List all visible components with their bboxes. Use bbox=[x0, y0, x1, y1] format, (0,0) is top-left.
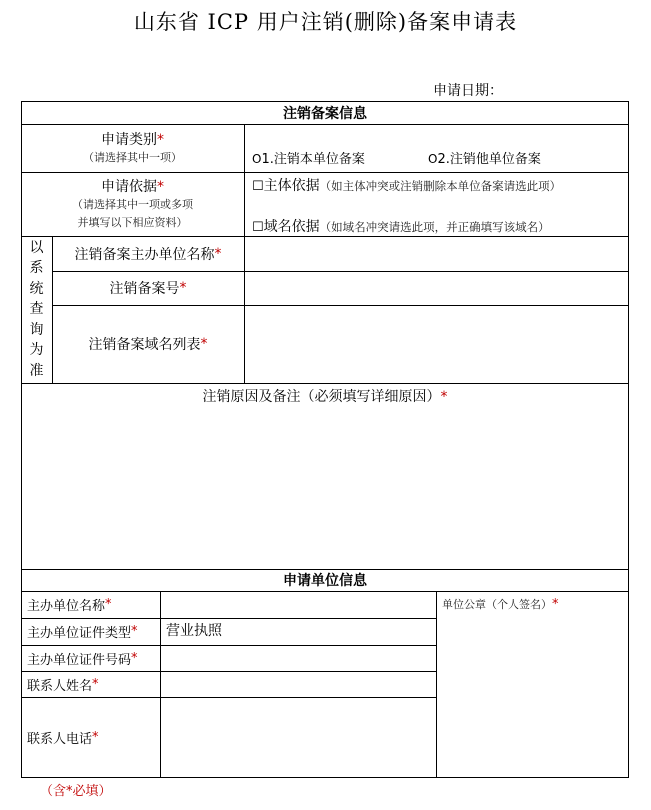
contact-name-label-cell bbox=[21, 671, 160, 697]
cancel-domain-list-label: 注销备案域名列表 bbox=[88, 337, 201, 353]
contact-phone-label: 联系人电话 bbox=[27, 732, 93, 747]
required-mark: * bbox=[179, 280, 187, 296]
required-mark: * bbox=[92, 676, 99, 692]
basis-option-subject-label: 主体依据 bbox=[263, 178, 320, 194]
required-mark: * bbox=[552, 597, 559, 612]
cancel-reason-label: 注销原因及备注（必须填写详细原因） bbox=[202, 389, 441, 405]
basis-option-domain[interactable] bbox=[252, 216, 550, 236]
applicant-org-name-label-cell bbox=[21, 591, 160, 618]
required-mark: * bbox=[200, 336, 208, 352]
application-type-hint: （请选择其中一项） bbox=[83, 151, 182, 164]
required-fields-note: （含*必填） bbox=[40, 784, 112, 799]
cancel-record-no-field[interactable] bbox=[245, 272, 628, 304]
checkbox-icon[interactable]: ☐ bbox=[252, 179, 264, 194]
application-basis-hint-line1: （请选择其中一项或多项 bbox=[72, 198, 193, 211]
basis-option-subject[interactable] bbox=[252, 175, 561, 195]
cert-no-label: 主办单位证件号码 bbox=[27, 652, 132, 668]
required-mark: * bbox=[440, 389, 448, 405]
system-query-note: 以 系 统 查 询 为 准 bbox=[29, 239, 44, 379]
seal-signature-label: 单位公章（个人签名） bbox=[442, 598, 552, 611]
application-basis-hint-line2: 并填写以下相应资料） bbox=[77, 216, 188, 229]
applicant-org-name-field[interactable] bbox=[161, 592, 435, 617]
checkbox-icon[interactable]: ☐ bbox=[252, 220, 264, 235]
application-date-label: 申请日期： bbox=[433, 83, 503, 99]
contact-phone-field[interactable] bbox=[161, 698, 435, 777]
type-option-cancel-other[interactable] bbox=[428, 148, 541, 167]
required-mark: * bbox=[157, 132, 164, 148]
contact-name-field[interactable] bbox=[161, 672, 435, 696]
cancel-info-section-title: 注销备案信息 bbox=[283, 105, 367, 122]
basis-option-subject-hint: （如主体冲突或注销删除本单位备案请选此项） bbox=[319, 179, 562, 193]
cancel-domain-list-label-cell bbox=[52, 305, 244, 383]
applicant-org-name-label: 主办单位名称 bbox=[27, 599, 106, 614]
cancel-org-name-field[interactable] bbox=[245, 237, 628, 270]
application-type-label-cell bbox=[21, 124, 244, 172]
basis-option-domain-label: 域名依据 bbox=[263, 219, 320, 235]
application-type-label: 申请类别 bbox=[101, 132, 157, 148]
cancel-record-no-label-cell bbox=[52, 271, 244, 305]
cancel-reason-field[interactable] bbox=[22, 406, 628, 568]
seal-signature-label-wrap bbox=[442, 596, 559, 612]
cancel-domain-list-field[interactable] bbox=[245, 306, 628, 382]
cert-no-field[interactable] bbox=[161, 646, 435, 670]
cert-type-label-cell bbox=[21, 618, 160, 645]
type-option-cancel-other-label: 2.注销他单位备案 bbox=[437, 152, 541, 167]
type-option-cancel-own[interactable] bbox=[252, 148, 365, 167]
applicant-info-section-title: 申请单位信息 bbox=[283, 573, 367, 589]
required-mark: * bbox=[157, 179, 164, 195]
cancel-reason-label-wrap bbox=[21, 386, 629, 406]
contact-phone-label-cell bbox=[21, 697, 160, 778]
required-mark: * bbox=[92, 730, 99, 745]
cert-type-label: 主办单位证件类型 bbox=[27, 626, 132, 641]
application-basis-label-cell bbox=[21, 172, 244, 236]
cancel-record-no-label: 注销备案号 bbox=[109, 281, 180, 297]
basis-option-domain-hint: （如域名冲突请选此项，并正确填写该域名） bbox=[319, 220, 550, 234]
form-title: 山东省 ICP 用户注销(删除)备案申请表 bbox=[133, 10, 518, 34]
cert-no-label-cell bbox=[21, 645, 160, 671]
required-mark: * bbox=[131, 650, 138, 666]
radio-icon[interactable]: O bbox=[252, 152, 262, 166]
required-mark: * bbox=[131, 624, 138, 639]
type-option-cancel-own-label: 1.注销本单位备案 bbox=[261, 152, 365, 167]
seal-signature-field[interactable] bbox=[437, 614, 628, 777]
required-mark: * bbox=[214, 245, 222, 262]
cert-type-field[interactable]: 营业执照 bbox=[166, 623, 222, 639]
contact-name-label: 联系人姓名 bbox=[27, 678, 93, 694]
cancel-org-name-label-cell bbox=[52, 236, 244, 271]
cancel-org-name-label: 注销备案主办单位名称 bbox=[74, 246, 215, 263]
radio-icon[interactable]: O bbox=[428, 152, 438, 166]
required-mark: * bbox=[105, 597, 112, 612]
application-basis-label: 申请依据 bbox=[101, 179, 157, 195]
